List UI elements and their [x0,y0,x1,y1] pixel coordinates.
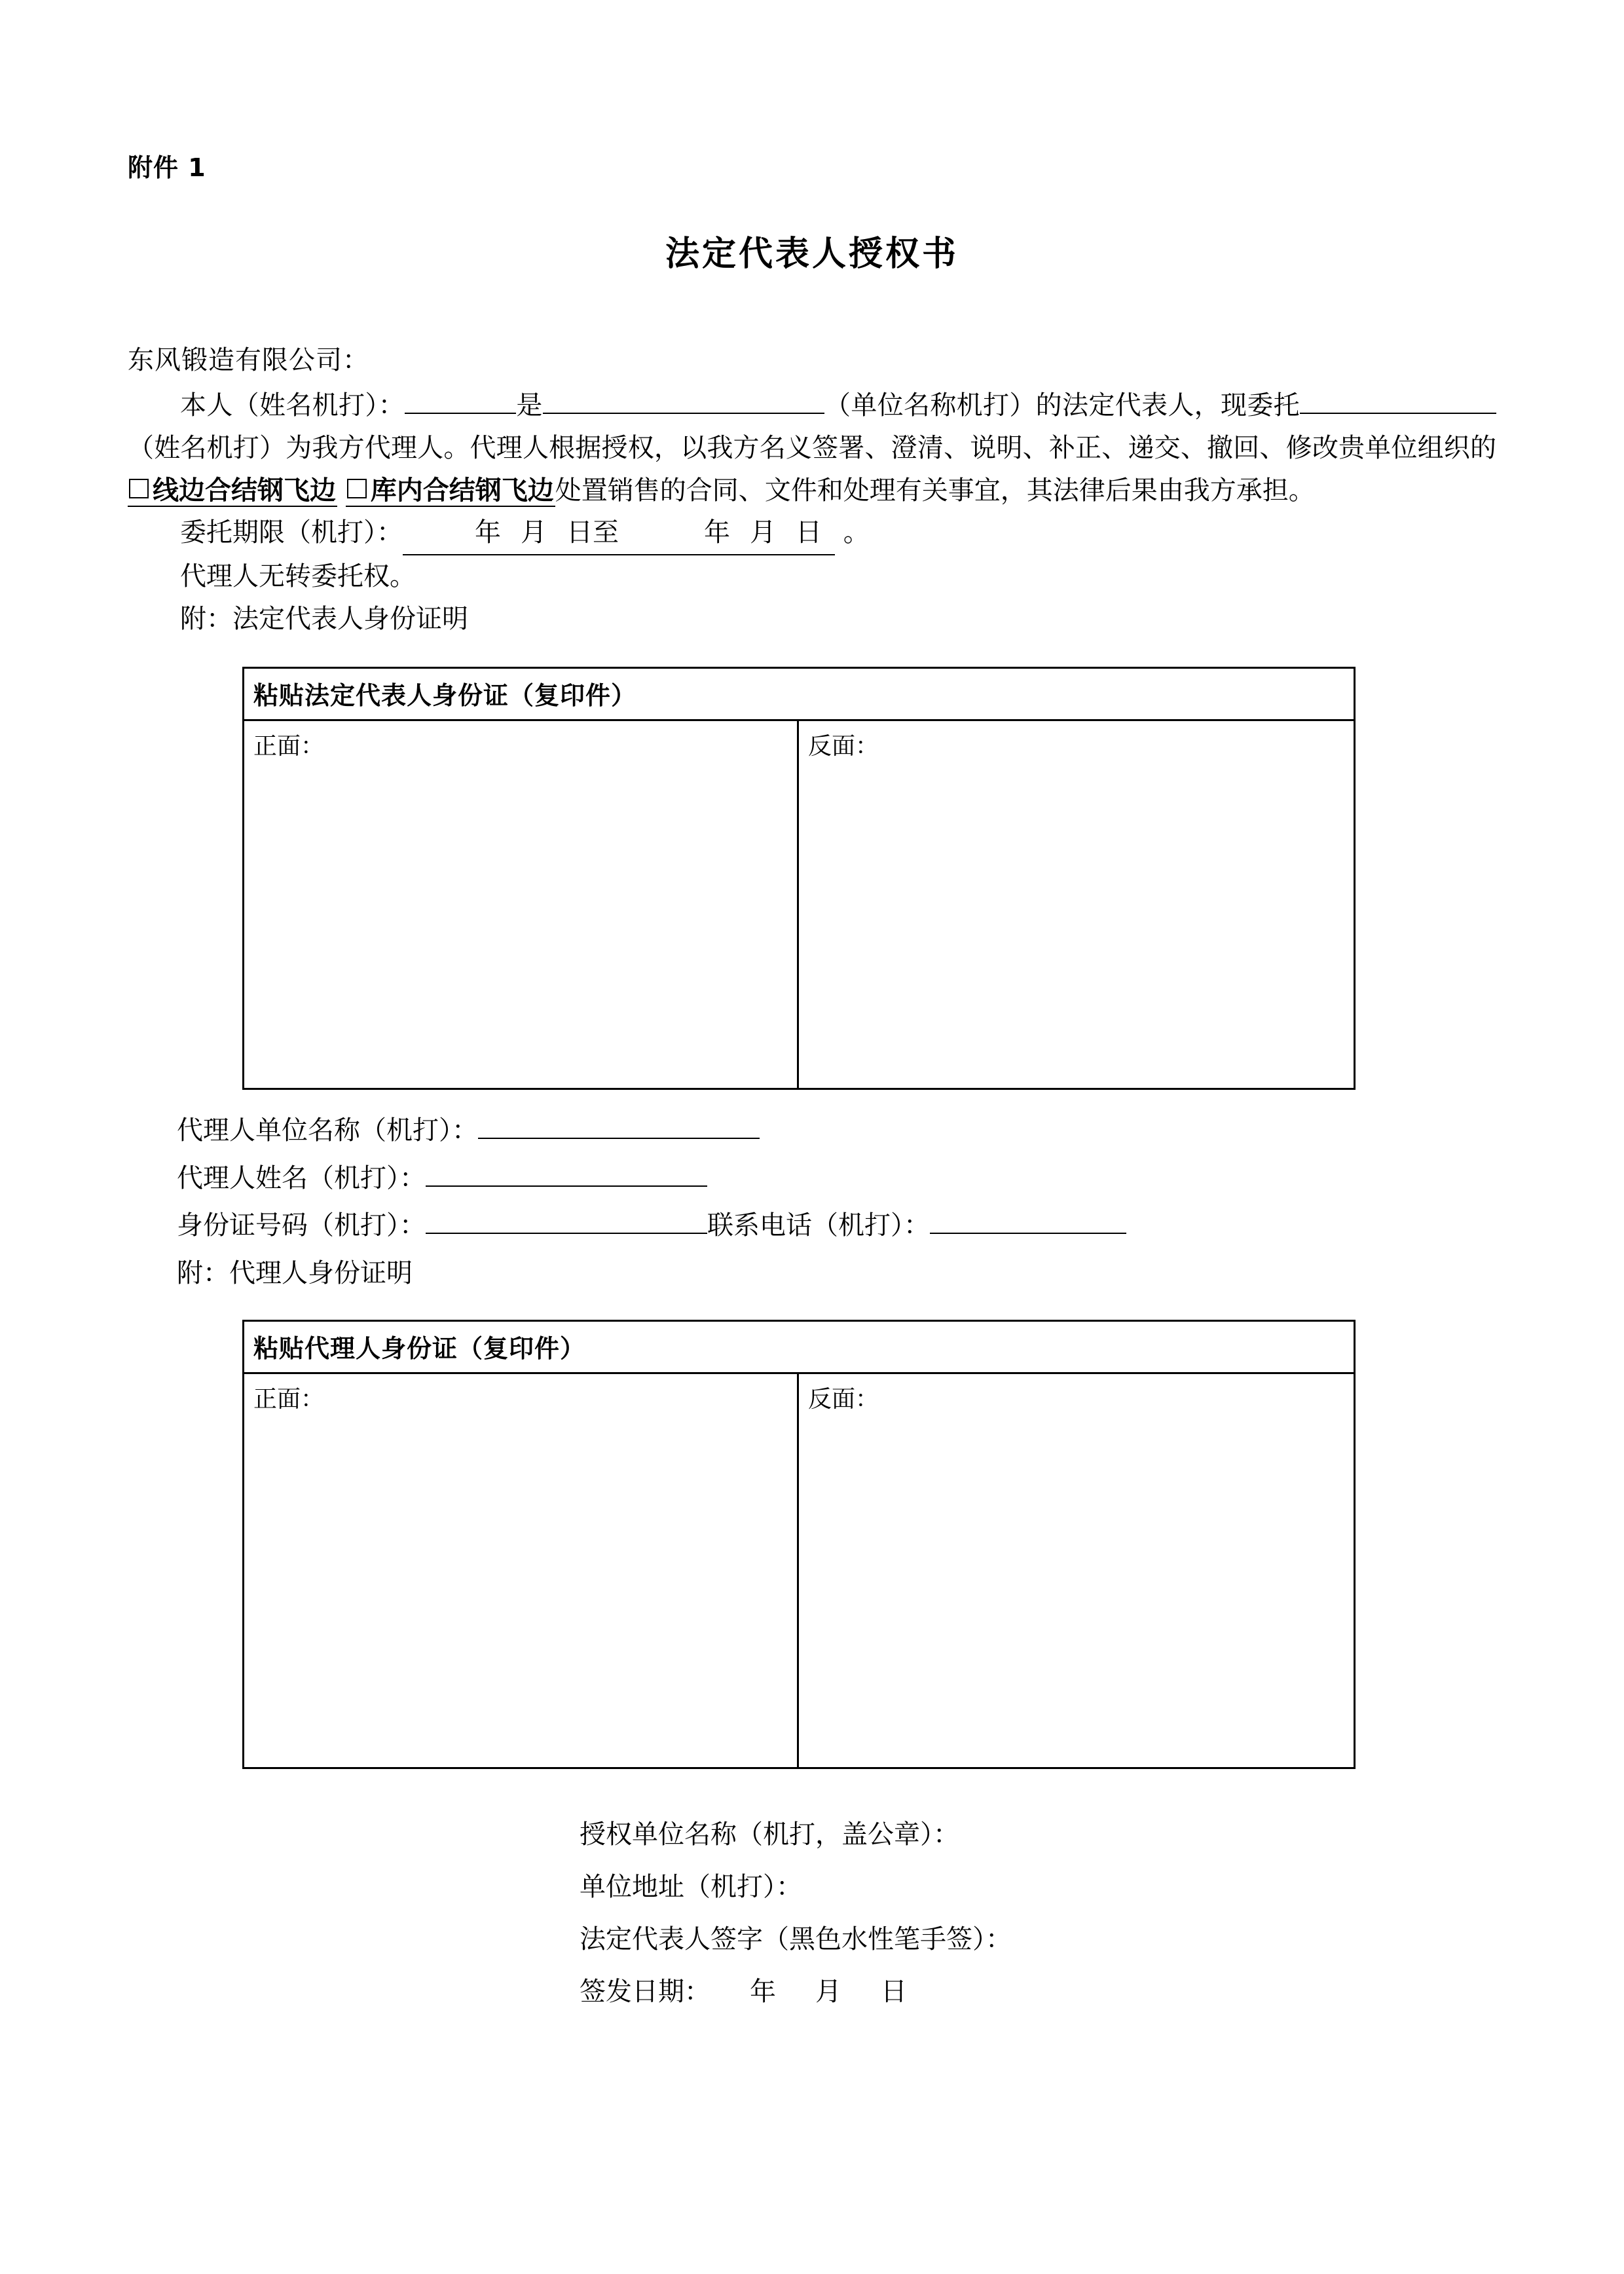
agent-name-line [177,1157,1496,1200]
back-label: 反面： [808,1385,879,1413]
para-text-4: （姓名机打）为我方代理人。代理人根据授权，以我方名义签署、澄清、说明、补正、递交、撤回、修改贵单位组织的 [128,432,1496,463]
date-month-label: 月 [521,517,547,548]
agent-name-label: 代理人姓名（机打）： [177,1163,426,1193]
authorizing-unit-line: 授权单位名称（机打，盖公章）： [580,1819,959,1850]
legal-rep-signature-line: 法定代表人签字（黑色水性笔手签）： [580,1924,1012,1954]
entrust-start-date[interactable] [403,512,619,555]
agent-id-box-columns [244,1374,1354,1767]
date-year-label: 年 [475,517,501,548]
issue-date-line [580,1966,1496,2018]
issue-day: 日 [881,1976,907,2007]
legal-rep-id-box-columns [244,721,1354,1088]
signature-block [580,1808,1496,2018]
document-sheet [128,147,1496,2018]
agent-id-box-title: 粘贴代理人身份证（复印件） [244,1322,1354,1374]
attachment-legal-id-line: 附：法定代表人身份证明 [180,603,468,634]
agent-phone-blank[interactable] [930,1205,1126,1234]
checkbox-option-2-label: 库内合结钢飞边 [370,475,554,506]
agent-company-line [177,1109,1496,1152]
checkbox-icon[interactable] [347,479,367,498]
issue-month: 月 [815,1976,841,2007]
agent-id-paste-box [242,1320,1356,1769]
agent-phone-label: 联系电话（机打）： [707,1210,930,1241]
agent-id-blank[interactable] [426,1205,707,1234]
front-label: 正面： [253,732,325,760]
main-body [128,384,1496,641]
issue-date-label: 签发日期： [580,1976,710,2007]
agent-name-blank[interactable] [1300,385,1496,414]
agent-info-block [177,1109,1496,1295]
agent-company-blank[interactable] [478,1110,760,1139]
date-month2-label: 月 [750,517,776,548]
para-text-3: （单位名称机打）的法定代表人，现委托 [824,390,1301,420]
date-year2-label: 年 [704,517,730,548]
legal-rep-id-back-cell[interactable] [799,721,1354,1088]
date-day-label: 日至 [566,517,619,548]
entrust-end-date[interactable] [619,512,835,555]
agent-name-input-blank[interactable] [426,1158,707,1187]
date-end-punct: 。 [843,517,870,548]
authorization-paragraph [128,384,1496,512]
legal-rep-name-blank[interactable] [405,385,516,414]
checkbox-option-1-label: 线边合结钢飞边 [153,475,336,506]
entrust-period-line [128,512,1496,555]
unit-address-line: 单位地址（机打）： [580,1871,802,1902]
checkbox-option-1[interactable] [128,475,337,507]
agent-id-back-cell[interactable] [799,1374,1354,1767]
company-name-blank[interactable] [543,385,824,414]
checkbox-option-2[interactable] [346,475,555,507]
para-text-1: 本人（姓名机打）： [180,390,405,420]
back-label: 反面： [808,732,879,760]
legal-rep-id-front-cell[interactable] [244,721,799,1088]
para-text-5: 处置销售的合同、文件和处理有关事宜，其法律后果由我方承担。 [555,475,1315,506]
attachment-agent-id-line: 附：代理人身份证明 [177,1258,413,1289]
issue-year: 年 [750,1976,776,2007]
entrust-period-label: 委托期限（机打）： [180,517,403,548]
para-text-2: 是 [516,390,543,420]
agent-company-label: 代理人单位名称（机打）： [177,1115,478,1146]
front-label: 正面： [253,1385,325,1413]
attachment-label: 附件 1 [128,153,206,182]
no-subdelegation-line: 代理人无转委托权。 [180,561,416,592]
agent-id-front-cell[interactable] [244,1374,799,1767]
agent-id-label: 身份证号码（机打）： [177,1210,426,1241]
checkbox-icon[interactable] [129,479,149,498]
legal-rep-id-paste-box [242,667,1356,1090]
addressee-line: 东风锻造有限公司： [128,345,369,375]
page-title: 法定代表人授权书 [665,234,959,274]
date-day2-label: 日 [796,517,822,548]
agent-id-phone-line [177,1204,1496,1247]
legal-rep-id-box-title: 粘贴法定代表人身份证（复印件） [244,669,1354,721]
